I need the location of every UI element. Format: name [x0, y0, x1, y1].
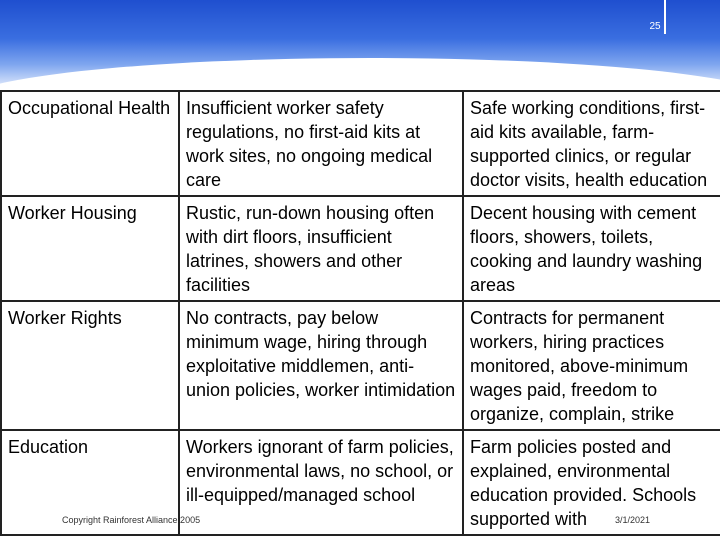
header-banner: [0, 0, 720, 86]
banner-swoosh: [0, 58, 720, 86]
slide-number: 25: [649, 21, 661, 32]
row-problem: Workers ignorant of farm policies, environmental laws, no school, or ill-equipped/managed school: [179, 430, 463, 535]
table-row: [1, 301, 720, 430]
row-solution: Contracts for permanent workers, hiring practices monitored, above-minimum wages paid, freedom to organize, complain, strike: [463, 301, 720, 430]
date-footer: 3/1/2021: [615, 515, 651, 525]
row-category: Worker Rights: [1, 301, 179, 430]
row-problem: No contracts, pay below minimum wage, hiring through exploitative middlemen, anti-union policies, worker intimidation: [179, 301, 463, 430]
row-solution: Decent housing with cement floors, showers, toilets, cooking and laundry washing areas: [463, 196, 720, 301]
row-category: Worker Housing: [1, 196, 179, 301]
row-solution: Safe working conditions, first-aid kits available, farm-supported clinics, or regular doctor visits, health education: [463, 91, 720, 196]
row-solution: Farm policies posted and explained, environmental education provided. Schools supported with: [463, 430, 720, 535]
copyright-footer: Copyright Rainforest Alliance 2005: [62, 515, 201, 525]
table-row: [1, 196, 720, 301]
table-row: [1, 91, 720, 196]
row-problem: Insufficient worker safety regulations, no first-aid kits at work sites, no ongoing medical care: [179, 91, 463, 196]
row-problem: Rustic, run-down housing often with dirt floors, insufficient latrines, showers and other facilities: [179, 196, 463, 301]
row-category: Occupational Health: [1, 91, 179, 196]
comparison-table: [0, 90, 720, 536]
row-category: Education: [1, 430, 179, 535]
